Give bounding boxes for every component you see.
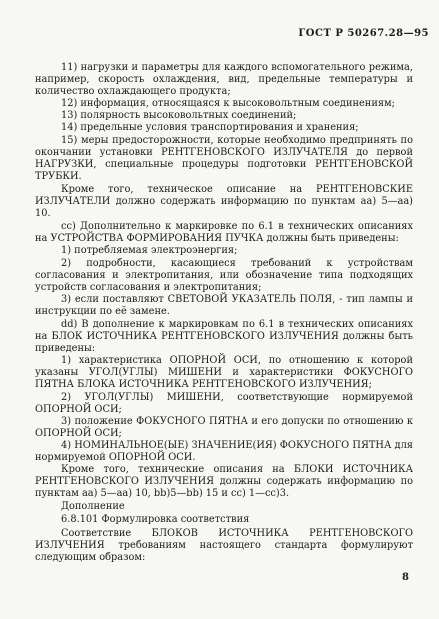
- section-heading: 6.8.101 Формулировка соответствия: [61, 514, 250, 526]
- paragraph: сс) Дополнительно к маркировке по 6.1 в технических описаниях на УСТРОЙСТВА ФОРМИРОВАНИЯ ПУЧКА должны быть приведены:: [35, 221, 413, 245]
- paragraph: 1) потребляемая электроэнергия;: [61, 245, 238, 257]
- paragraph: 13) полярность высоковольтных соединений;: [61, 110, 297, 122]
- paragraph: 2) подробности, касающиеся требований к устройствам согласования и электропитания, или обозначение типа подходящих устройств согласования и электропитания;: [35, 257, 413, 293]
- page-number: 8: [402, 572, 409, 583]
- paragraph: Кроме того, технические описания на БЛОКИ ИСТОЧНИКА РЕНТГЕНОВСКОГО ИЗЛУЧЕНИЯ должны содержать информацию по пунктам аа) 5—аа) 10, bb)5—bb) 15 и сс) 1—сс)3.: [35, 464, 413, 500]
- paragraph: 14) предельные условия транспортирования и хранения;: [61, 122, 359, 134]
- section-heading: Дополнение: [61, 501, 125, 513]
- paragraph: 4) НОМИНАЛЬНОЕ(ЫЕ) ЗНАЧЕНИЕ(ИЯ) ФОКУСНОГО ПЯТНА для нормируемой ОПОРНОЙ ОСИ.: [35, 439, 413, 463]
- document-body: [35, 62, 413, 564]
- paragraph: dd) В дополнение к маркировкам по 6.1 в технических описаниях на БЛОК ИСТОЧНИКА РЕНТГЕНОВСКОГО ИЗЛУЧЕНИЯ должны быть приведены:: [35, 318, 413, 355]
- paragraph: 3) положение ФОКУСНОГО ПЯТНА и его допуски по отношению к ОПОРНОЙ ОСИ;: [35, 415, 413, 439]
- paragraph: 15) меры предосторожности, которые необходимо предпринять по окончании установки РЕНТГЕНОВСКОГО ИЗЛУЧАТЕЛЯ до первой НАГРУЗКИ, специальные процедуры подготовки РЕНТГЕНОВСКОЙ ТРУБКИ.: [35, 134, 413, 182]
- standard-header: ГОСТ Р 50267.28—95: [298, 28, 429, 39]
- paragraph: Кроме того, техническое описание на РЕНТГЕНОВСКИЕ ИЗЛУЧАТЕЛИ должно содержать информацию по пунктам аа) 5—аа) 10.: [35, 183, 413, 220]
- paragraph: Соответствие БЛОКОВ ИСТОЧНИКА РЕНТГЕНОВСКОГО ИЗЛУЧЕНИЯ требованиям настоящего стандарта формулируют следующим образом:: [35, 527, 413, 563]
- paragraph: 1) характеристика ОПОРНОЙ ОСИ, по отношению к которой указаны УГОЛ(УГЛЫ) МИШЕНИ и характеристики ФОКУСНОГО ПЯТНА БЛОКА ИСТОЧНИКА РЕНТГЕНОВСКОГО ИЗЛУЧЕНИЯ;: [35, 355, 413, 391]
- paragraph: 3) если поставляют СВЕТОВОЙ УКАЗАТЕЛЬ ПОЛЯ, - тип лампы и инструкции по её замене.: [35, 293, 413, 317]
- paragraph: 2) УГОЛ(УГЛЫ) МИШЕНИ, соответствующие нормируемой ОПОРНОЙ ОСИ;: [35, 391, 413, 415]
- paragraph: 11) нагрузки и параметры для каждого вспомогательного режима, например, скорость охлаждения, вид, предельные температуры и количество охлаждающего продукта;: [35, 62, 413, 98]
- paragraph: 12) информация, относящаяся к высоковольтным соединениям;: [61, 98, 395, 110]
